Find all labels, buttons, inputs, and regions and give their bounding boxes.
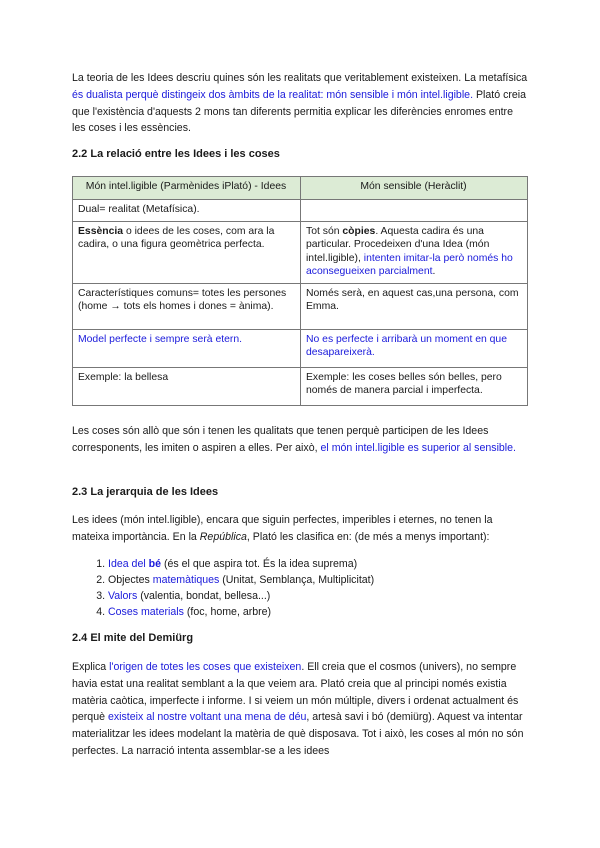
- item-text: (és el que aspira tot. És la idea suprema): [161, 558, 358, 570]
- table-cell: [73, 222, 301, 284]
- table-cell: Dual= realitat (Metafísica).: [73, 200, 301, 222]
- list-item: [108, 604, 564, 620]
- list-item: [108, 556, 564, 572]
- copies-bold: còpies: [342, 226, 376, 237]
- intro-highlight: és dualista perquè distingeix dos àmbits de la realitat: món sensible i món intel.ligible.: [72, 88, 474, 101]
- table-row: [73, 329, 528, 367]
- section-2-2-heading: 2.2 La relació entre les Idees i les coses: [72, 148, 280, 160]
- item-highlight: Coses materials: [108, 606, 184, 618]
- essence-bold: Essència: [78, 226, 124, 237]
- intro-paragraph: [72, 70, 528, 137]
- section-2-4-paragraph: [72, 659, 528, 760]
- table-row: [73, 200, 528, 222]
- table-cell: No es perfecte i arribarà un moment en que desapareixerà.: [301, 329, 528, 367]
- cell-text: o idees de les coses, com ara la cadira, o una figura geomètrica perfecta.: [78, 226, 275, 251]
- para-highlight: el món intel.ligible es superior al sensible.: [320, 441, 516, 454]
- para-highlight: l'origen de totes les coses que existeixen: [109, 661, 302, 673]
- intro-text-end: Plató creia que l'existència d'aquests 2 mons tan diferents permitia explicar les diferències enromes entre les coses i les essències.: [72, 88, 527, 135]
- item-highlight: Valors: [108, 590, 138, 602]
- table-cell: Exemple: les coses belles són belles, pero només de manera parcial i imperfecta.: [301, 367, 528, 405]
- table-cell-empty: [301, 200, 528, 222]
- para-text: Explica: [72, 661, 110, 673]
- para-text: , Plató les clasifica en: (de més a menys important):: [246, 530, 490, 543]
- ideas-hierarchy-list: [72, 556, 564, 620]
- section-2-4-heading: 2.4 El mite del Demiürg: [72, 632, 194, 644]
- intro-text: La teoria de les Idees descriu quines són les realitats que veritablement existeixen. La metafísica: [72, 72, 528, 84]
- cell-text: .: [432, 266, 436, 278]
- para-text: Les coses són allò que són i tenen les qualitats que tenen perquè participen de les Idees corresponents, les imiten o aspiren a elles. Per això,: [72, 425, 489, 454]
- cell-highlight: intenten imitar-la però només ho aconsegueixen parcialment: [306, 252, 513, 278]
- item-text: (Unitat, Semblança, Multiplicitat): [219, 574, 375, 586]
- item-text: (foc, home, arbre): [183, 606, 272, 618]
- table-header-row: [73, 177, 528, 200]
- item-text: (valentia, bondat, bellesa...): [137, 590, 271, 602]
- item-highlight: matemàtiques: [152, 574, 220, 586]
- table-cell: [301, 222, 528, 284]
- list-item: [108, 572, 564, 588]
- comparison-table: [72, 176, 528, 406]
- item-bold: bé: [148, 558, 162, 570]
- section-2-3-paragraph: [72, 512, 528, 546]
- para-text: , artesà savi i bó (demiürg). Aquest va intentar materialitzar les idees modelant la matèria de què disposava. Tot i això, les coses al món no són perfectes. La narració intenta assemblar-se a les idees: [72, 711, 524, 757]
- table-row: [73, 222, 528, 284]
- cell-text: . Aquesta cadira és una particular. Procedeixen d'una Idea (món intel.ligible),: [306, 226, 490, 264]
- table-cell: Model perfecte i sempre serà etern.: [73, 329, 301, 367]
- republica-title: República: [199, 530, 247, 543]
- header-sensible: Món sensible (Heràclit): [301, 177, 528, 200]
- table-cell: Exemple: la bellesa: [73, 367, 301, 405]
- item-highlight: Idea del: [108, 558, 149, 570]
- para-text: . Ell creia que el cosmos (univers), no sempre havia estat una realitat semblant a la que veiem ara. Plató creia que al principi només existia matèria caòtica, imperfecte i informe. I si veiem un món múltiple, divers i ordenat actualment és perquè: [72, 661, 519, 724]
- para-text: Les idees (món intel.ligible), encara que siguin perfectes, imperibles i eternes, no tenen la mateixa importància. En la: [72, 514, 493, 543]
- table-row: [73, 283, 528, 329]
- header-intelligible: Món intel.ligible (Parmènides iPlató) - Idees: [73, 177, 301, 200]
- list-item: [108, 588, 564, 604]
- table-cell: Només serà, en aquest cas,una persona, com Emma.: [301, 283, 528, 329]
- para-highlight: existeix al nostre voltant una mena de déu: [107, 711, 307, 724]
- table-cell: Característiques comuns= totes les persones (home → tots els homes i dones = ànima).: [73, 283, 301, 329]
- item-text: Objectes: [108, 574, 153, 586]
- section-2-3-heading: 2.3 La jerarquia de les Idees: [72, 486, 219, 498]
- cell-text: Tot són: [306, 226, 343, 237]
- section-2-2-paragraph: [72, 423, 528, 457]
- table-row: [73, 367, 528, 405]
